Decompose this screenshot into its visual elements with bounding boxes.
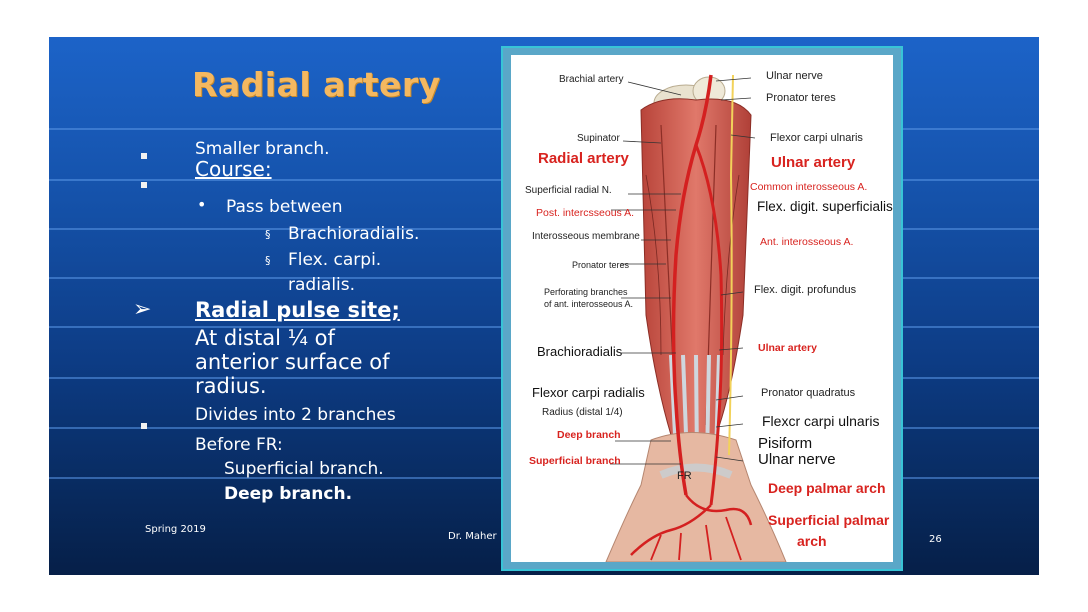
bullet-text: anterior surface of: [195, 350, 390, 374]
label-ulnar-nerve-top: Ulnar nerve: [766, 70, 823, 82]
label-fcu: Flexcr carpi ulnaris: [762, 413, 880, 429]
slide-title: Radial artery: [192, 65, 441, 104]
label-brachial-artery: Brachial artery: [559, 74, 624, 85]
label-fds: Flex. digit. superficialis: [757, 199, 893, 214]
anatomy-figure: [501, 46, 903, 571]
label-fr: FR: [677, 470, 692, 482]
label-ant-interosseous: Ant. interosseous A.: [760, 236, 854, 248]
slide: [49, 37, 1039, 575]
bullet-text: radialis.: [288, 275, 356, 295]
label-deep-palmar-arch: Deep palmar arch: [768, 480, 886, 496]
bullet-marker: §: [265, 228, 271, 241]
bullet-text: Divides into 2 branches: [195, 405, 396, 425]
bullet-marker: •: [197, 195, 207, 214]
bullet-marker: [141, 182, 147, 188]
label-pisiform: Pisiform: [758, 435, 813, 452]
label-pronator-teres-left: Pronator teres: [572, 260, 630, 270]
footer-date: Spring 2019: [145, 524, 206, 535]
page-number: 26: [929, 534, 942, 545]
label-ulnar-artery-2: Ulnar artery: [758, 342, 817, 354]
bullet-text: Before FR:: [195, 435, 283, 455]
bullet-text: Deep branch.: [224, 484, 353, 504]
label-interosseous-membrane: Interosseous membrane: [532, 231, 640, 242]
label-brachioradialis: Brachioradialis: [537, 344, 623, 359]
bullet-text: Superficial branch.: [224, 459, 384, 479]
label-sup-radial-n: Superficial radial N.: [525, 185, 612, 196]
label-perforating-1: Perforating branches: [544, 287, 628, 297]
label-common-interosseous: Common interosseous A.: [750, 181, 868, 193]
bullet-text: Flex. carpi.: [288, 250, 382, 270]
label-superficial-branch: Superficial branch: [529, 455, 621, 467]
label-ulnar-nerve: Ulnar nerve: [758, 451, 836, 468]
bullet-text: Radial pulse site;: [195, 298, 400, 322]
label-radius: Radius (distal 1/4): [542, 407, 623, 418]
bullet-marker: §: [265, 254, 271, 267]
label-fdp: Flex. digit. profundus: [754, 284, 857, 296]
bullet-text: Smaller branch.: [195, 139, 330, 159]
label-supinator: Supinator: [577, 133, 620, 144]
bullet-text: radius.: [195, 374, 267, 398]
label-deep-branch: Deep branch: [557, 429, 621, 441]
label-pronator-teres: Pronator teres: [766, 92, 836, 104]
figure-canvas: [511, 55, 893, 562]
bullet-text: At distal ¼ of: [195, 326, 335, 350]
label-radial-artery: Radial artery: [538, 150, 629, 167]
label-superficial-palmar-2: arch: [797, 533, 827, 549]
label-pronator-quadratus: Pronator quadratus: [761, 387, 856, 399]
label-perforating-2: of ant. interosseous A.: [544, 299, 634, 309]
footer-author: Dr. Maher: [448, 531, 497, 542]
bullet-marker: [141, 423, 147, 429]
bullet-marker: [141, 153, 147, 159]
arrow-bullet-icon: ➢: [133, 297, 152, 322]
bullet-text: Brachioradialis.: [288, 224, 420, 244]
label-superficial-palmar-1: Superficial palmar: [768, 512, 890, 528]
label-fcu-top: Flexor carpi ulnaris: [770, 132, 863, 144]
bullet-text: Pass between: [226, 197, 343, 217]
bullet-text: Course:: [195, 157, 272, 181]
label-fcr: Flexor carpi radialis: [532, 385, 645, 400]
label-ulnar-artery: Ulnar artery: [771, 154, 856, 171]
label-post-interosseous: Post. intercsseous A.: [536, 207, 635, 219]
